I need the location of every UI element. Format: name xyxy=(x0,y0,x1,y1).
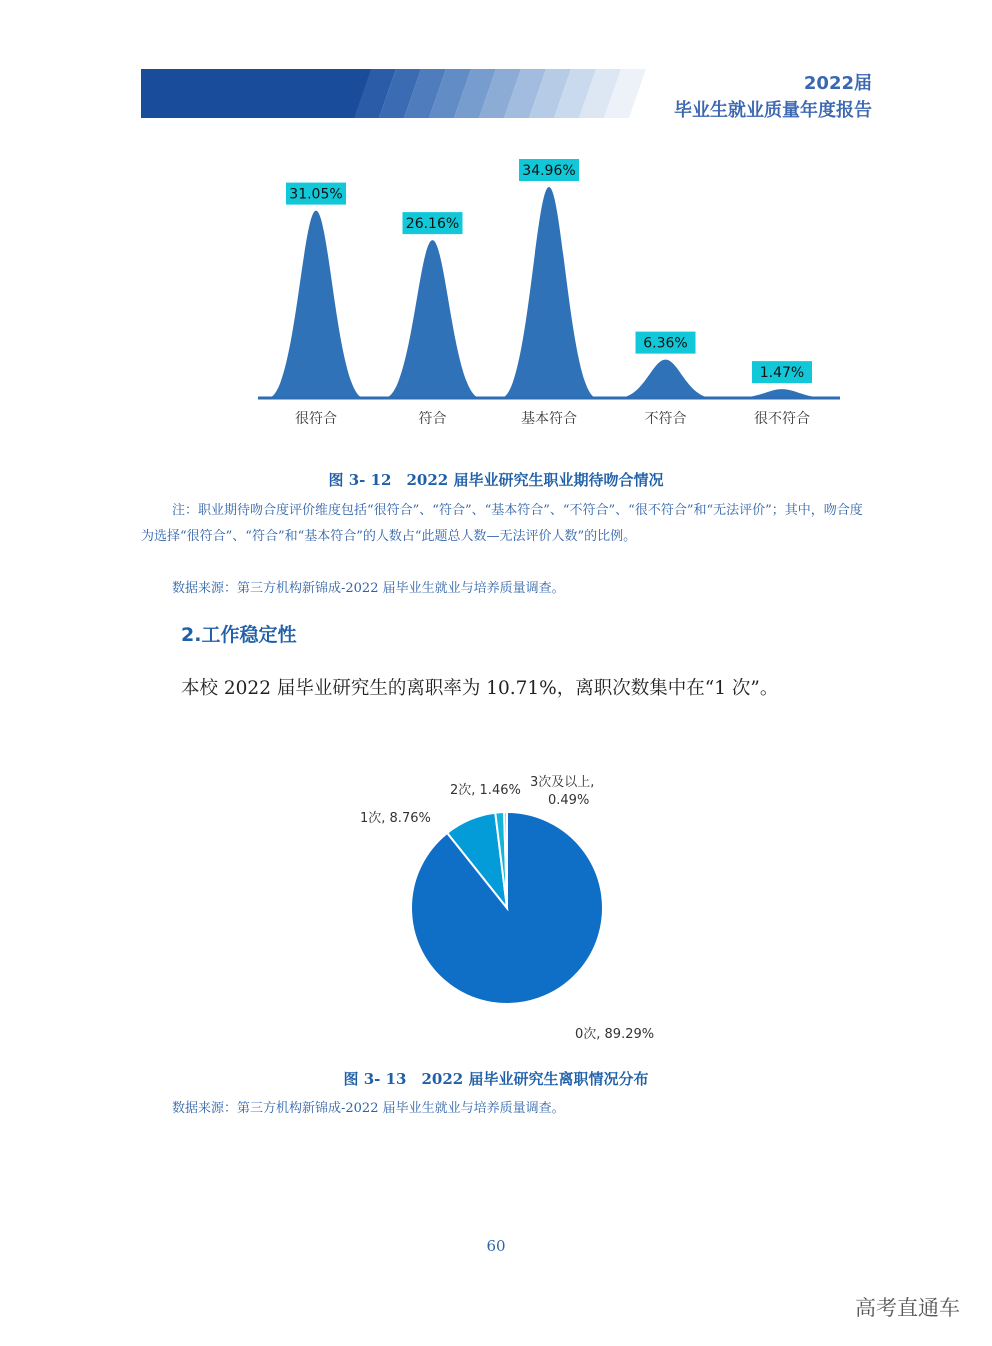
category-label-3: 不符合 xyxy=(644,411,687,427)
category-label-4: 很不符合 xyxy=(754,411,810,427)
pie-label-3-line1: 3次及以上, xyxy=(530,775,595,790)
watermark: 高考直通车 xyxy=(855,1296,960,1320)
figure-3-12-note: 注：职业期待吻合度评价维度包括“很符合”、“符合”、“基本符合”、“不符合”、“很不符合”和“无法评价”；其中，吻合度为选择“很符合”、“符合”和“基本符合”的人数占“此题总人数—无法评价人数”的比例。 xyxy=(141,503,863,544)
turnover-pie-chart xyxy=(340,760,680,1060)
body-paragraph: 本校 2022 届毕业研究生的离职率为 10.71%，离职次数集中在“1 次”。 xyxy=(181,678,779,699)
figure-3-13-caption: 图 3- 13 2022 届毕业研究生离职情况分布 xyxy=(343,1070,649,1088)
data-label-3: 6.36% xyxy=(643,335,688,352)
category-label-1: 符合 xyxy=(418,411,447,427)
peak-0 xyxy=(268,211,364,398)
category-label-0: 很符合 xyxy=(295,411,337,427)
pie-label-2: 2次, 1.46% xyxy=(450,783,521,798)
pie-label-0: 0次, 89.29% xyxy=(575,1027,655,1042)
header-year: 2022届 xyxy=(803,73,872,94)
page-number: 60 xyxy=(486,1237,506,1255)
pie-label-1: 1次, 8.76% xyxy=(360,811,431,826)
career-match-chart xyxy=(252,150,852,435)
category-label-2: 基本符合 xyxy=(521,411,577,427)
header-band xyxy=(141,69,661,118)
figure-3-12-source: 数据来源：第三方机构新锦成-2022 届毕业生就业与培养质量调查。 xyxy=(172,581,565,596)
section-heading: 2.工作稳定性 xyxy=(181,624,297,646)
figure-3-13-source: 数据来源：第三方机构新锦成-2022 届毕业生就业与培养质量调查。 xyxy=(172,1101,565,1116)
data-label-0: 31.05% xyxy=(289,186,343,203)
data-label-4: 1.47% xyxy=(759,365,805,382)
peak-2 xyxy=(501,187,597,398)
peak-1 xyxy=(385,240,481,398)
header-title: 毕业生就业质量年度报告 xyxy=(674,100,872,121)
data-label-1: 26.16% xyxy=(405,216,460,233)
figure-3-12-caption: 图 3- 12 2022 届毕业研究生职业期待吻合情况 xyxy=(328,471,664,489)
peak-3 xyxy=(618,360,714,398)
pie-label-3-line2: 0.49% xyxy=(548,793,590,808)
data-label-2: 34.96% xyxy=(522,163,576,179)
